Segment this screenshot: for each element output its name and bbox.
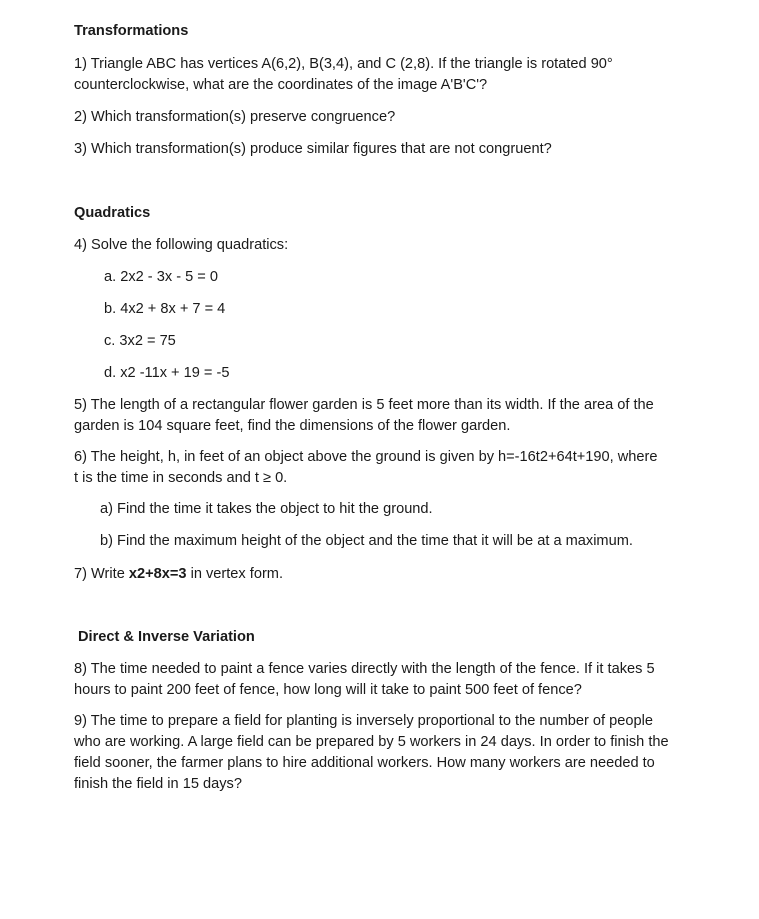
question-7-suffix: in vertex form. bbox=[186, 566, 284, 582]
question-7-prefix: 7) Write bbox=[74, 566, 129, 582]
question-8: 8) The time needed to paint a fence varies directly with the length of the fence. If it takes 5 hours to paint 200 feet of fence, how long will it take to paint 500 feet of fence? bbox=[74, 661, 655, 698]
question-4b: b. 4x2 + 8x + 7 = 4 bbox=[104, 301, 226, 317]
question-4d: d. x2 -11x + 19 = -5 bbox=[104, 365, 230, 381]
question-3: 3) Which transformation(s) produce similar figures that are not congruent? bbox=[74, 141, 552, 157]
question-7-expression: x2+8x=3 bbox=[128, 566, 187, 582]
question-4a: a. 2x2 - 3x - 5 = 0 bbox=[104, 269, 218, 285]
transformations-heading: Transformations bbox=[74, 23, 189, 39]
question-9: 9) The time to prepare a field for planting is inversely proportional to the number of people who are working. A large field can be prepared by 5 workers in 24 days. In order to finish the field sooner, the farmer plans to hire additional workers. How many workers are needed to finish the field in 15 days? bbox=[74, 713, 669, 792]
question-7 bbox=[74, 564, 283, 585]
question-6b: b) Find the maximum height of the object and the time that it will be at a maximum. bbox=[100, 533, 633, 549]
variation-heading: Direct & Inverse Variation bbox=[78, 629, 255, 645]
question-4: 4) Solve the following quadratics: bbox=[74, 237, 289, 253]
question-4c: c. 3x2 = 75 bbox=[104, 333, 176, 349]
question-6a: a) Find the time it takes the object to hit the ground. bbox=[100, 501, 433, 517]
quadratics-heading: Quadratics bbox=[74, 205, 151, 221]
question-1: 1) Triangle ABC has vertices A(6,2), B(3,4), and C (2,8). If the triangle is rotated 90° counterclockwise, what are the coordinates of the image A'B'C'? bbox=[74, 56, 613, 93]
question-2: 2) Which transformation(s) preserve congruence? bbox=[74, 109, 396, 125]
question-5: 5) The length of a rectangular flower garden is 5 feet more than its width. If the area of the garden is 104 square feet, find the dimensions of the flower garden. bbox=[74, 397, 654, 434]
question-6: 6) The height, h, in feet of an object above the ground is given by h=-16t2+64t+190, where t is the time in seconds and t ≥ 0. bbox=[74, 449, 658, 486]
